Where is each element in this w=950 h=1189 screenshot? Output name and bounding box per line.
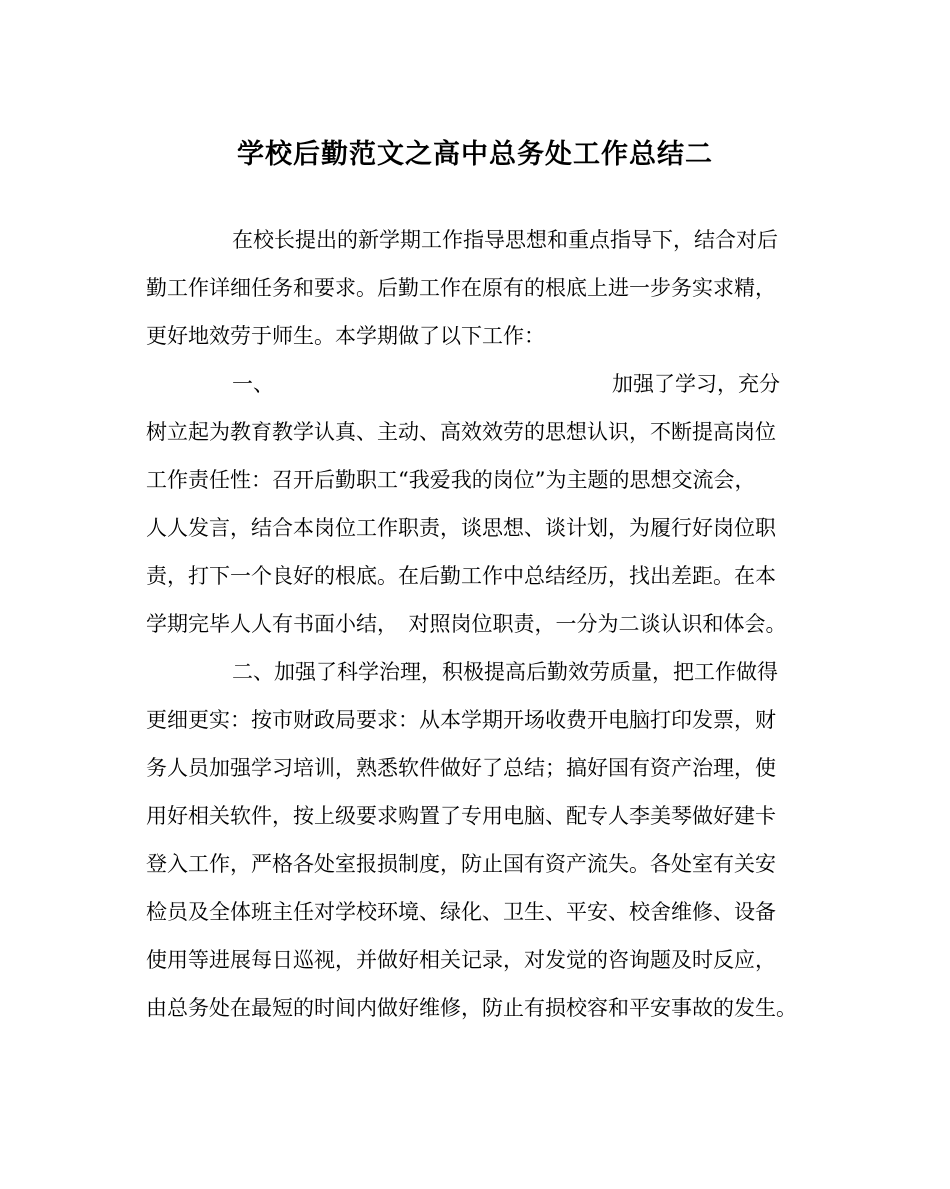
paragraph-line: 更细更实：按市财政局要求：从本学期开场收费开电脑打印发票，财: [146, 708, 776, 732]
paragraph-line: 勤工作详细任务和要求。后勤工作在原有的根底上进一步务实求精，: [146, 276, 776, 300]
paragraph-line: 登入工作，严格各处室报损制度，防止国有资产流失。各处室有关安: [146, 852, 776, 876]
paragraph-line: 用好相关软件，按上级要求购置了专用电脑、配专人李美琴做好建卡: [146, 804, 776, 828]
paragraph-line: 由总务处在最短的时间内做好维修，防止有损校容和平安事故的发生。: [146, 996, 797, 1020]
paragraph-line: 加强了学习，充分: [612, 372, 780, 396]
section-number: 一、: [232, 372, 274, 396]
paragraph-line: 树立起为教育教学认真、主动、高效效劳的思想认识，不断提高岗位: [146, 420, 776, 444]
paragraph-line: 工作责任性：召开后勤职工“我爱我的岗位”为主题的思想交流会，: [146, 468, 756, 492]
paragraph-line: 责，打下一个良好的根底。在后勤工作中总结经历，找出差距。在本: [146, 564, 776, 588]
document-title: 学校后勤范文之高中总务处工作总结二: [237, 139, 713, 170]
paragraph-line: 二、加强了科学治理，积极提高后勤效劳质量，把工作做得: [232, 660, 778, 684]
paragraph-line: 更好地效劳于师生。本学期做了以下工作：: [146, 324, 545, 348]
paragraph-line: 检员及全体班主任对学校环境、绿化、卫生、平安、校舍维修、设备: [146, 900, 776, 924]
paragraph-line: 使用等进展每日巡视，并做好相关记录，对发觉的咨询题及时反应，: [146, 948, 776, 972]
paragraph-line: 务人员加强学习培训，熟悉软件做好了总结；搞好国有资产治理，使: [146, 756, 776, 780]
paragraph-line: 在校长提出的新学期工作指导思想和重点指导下，结合对后: [232, 228, 778, 252]
paragraph-line: 人人发言，结合本岗位工作职责，谈思想、谈计划，为履行好岗位职: [146, 516, 776, 540]
paragraph-line: 学期完毕人人有书面小结， 对照岗位职责，一分为二谈认识和体会。: [146, 612, 787, 636]
